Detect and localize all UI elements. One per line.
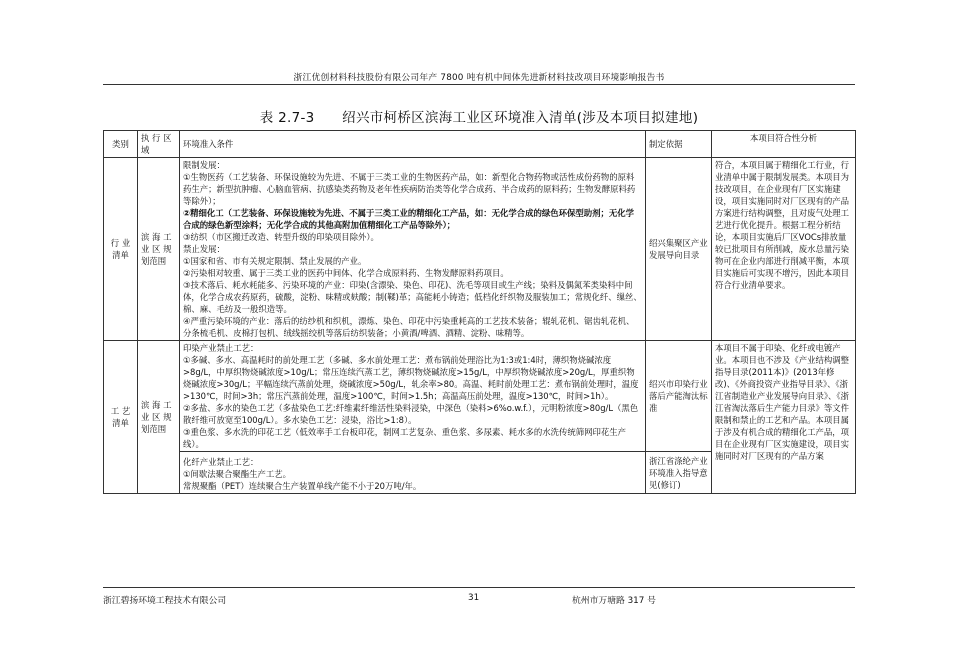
condition-line: ③纺织（市区搬迁改造、转型升级的印染项目除外）。	[183, 232, 379, 242]
condition-line: 禁止发展：	[183, 244, 225, 254]
condition-line: ①间歇法聚合聚酯生产工艺。	[183, 469, 292, 479]
footer-address: 杭州市万塘路 317 号	[572, 596, 656, 606]
header-category: 类别	[104, 131, 138, 158]
row2-basis: 绍兴市印染行业落后产能淘汰标准	[646, 341, 712, 452]
header-analysis: 本项目符合性分析	[712, 131, 856, 158]
header-area: 执 行 区 域	[138, 131, 180, 158]
row3-basis: 浙江省涤纶产业环境准入指导意见(修订)	[646, 452, 712, 494]
condition-line: ③重色浆、多水洗的印花工艺（低效率手工台板印花，制网工艺复杂、重色浆、多尿素、耗水多的水洗传统筛网印花生产线）。	[183, 427, 627, 449]
row1-basis: 绍兴集聚区产业发展导向目录	[646, 158, 712, 341]
condition-line: ②多盐、多水的染色工艺（多盐染色工艺:纤维素纤维活性染料浸染，中深色（染料>6%o.w.f.），元明粉浓度>80g/L（黑色散纤维可放宽至100g/L）。多水染色工艺：浸染，浴比>1:8）。	[183, 403, 639, 425]
row1-conditions	[180, 158, 646, 341]
condition-line: ③技术落后、耗水耗能多、污染环境的产业：印染(含漂染、染色、印花)、洗毛等项目或生产线；染料及偶氮苯类染料中间体，化学合成农药原药，硫酸，淀粉、味精或麸酸；制(鞣)革；高能耗小铸造；低档化纤织物及服装加工；常规化纤、缫丝、棉、麻、毛纺及一般织造等。	[183, 280, 642, 314]
row2-conditions	[180, 341, 646, 452]
footer-company: 浙江碧扬环境工程技术有限公司	[103, 596, 227, 606]
header-conditions: 环境准入条件	[180, 131, 646, 158]
row2-area: 滨 海 工 业 区 规 划范围	[138, 341, 180, 494]
table-title: 表 2.7-3 绍兴市柯桥区滨海工业区环境准入清单(涉及本项目拟建地)	[259, 110, 699, 126]
header-basis: 制定依据	[646, 131, 712, 158]
environment-access-table	[103, 130, 856, 494]
footer-page-number: 31	[468, 593, 480, 603]
row1-area: 滨 海 工 业 区 规 划范围	[138, 158, 180, 341]
row2-analysis: 本项目不属于印染、化纤或电镀产业。本项目也不涉及《产业结构调整指导目录(2011本)》(2013年修改)、《外商投资产业指导目录》、《浙江省制造业产业发展导向目录》、《浙江省淘汰落后生产能力目录》等文件限制和禁止的工艺和产品。本项目属于涉及有机合成的精细化工产品，项目在企业现有厂区实施建设，项目实施同时对厂区现有的产品方案	[712, 341, 856, 494]
condition-line: ②污染相对较重、属于三类工业的医药中间体、化学合成原料药、生物发酵原料药项目。	[183, 268, 509, 278]
condition-line: ①多碱、多水、高温耗时的前处理工艺（多碱、多水前处理工艺：煮布锅前处理浴比为1:3或1:4时，薄织物烧碱浓度>8g/L，中厚织物烧碱浓度>10g/L；常压连续汽蒸工艺，薄织物烧碱浓度>15g/L，中厚织物烧碱浓度>20g/L，厚重织物烧碱浓度>30g/L；平幅连续汽蒸前处理，烧碱浓度>50g/L，轧余率>80。高温、耗时前处理工艺：煮布锅前处理时，温度>130℃，时间>3h；常压汽蒸前处理，温度>100℃，时间>1.5h；高温高压前处理，温度>130℃，时间>1h）。	[183, 355, 639, 401]
condition-line: 限制发展：	[183, 160, 225, 170]
condition-line: 常规聚酯（PET）连续聚合生产装置单线产能不小于20万吨/年。	[183, 481, 422, 491]
row1-analysis: 符合，本项目属于精细化工行业，行业清单中属于限制发展类。本项目为技改项目，在企业现有厂区实施建设，项目实施同时对厂区现有的产品方案进行结构调整，且对废气处理工艺进行优化提升。根据工程分析结论，本项目实施后厂区VOCs排放量较已批项目有所削减，废水总量污染物可在企业内部进行削减平衡，本项目实施后可实现不增污，因此本项目符合行业清单要求。	[712, 158, 856, 341]
condition-line: 印染产业禁止工艺：	[183, 343, 259, 353]
condition-line: ④严重污染环境的产业：落后的纺纱机和织机，漂炼、染色、印花中污染重耗高的工艺技术装备；辊轧花机、锯齿轧花机、分条梳毛机、皮棉打包机、绒线摇绞机等落后纺织装备；小黄酒/啤酒、酒精、淀粉、味精等。	[183, 316, 635, 338]
condition-line: ①生物医药（工艺装备、环保设施较为先进、不属于三类工业的生物医药产品，如：新型化合物药物或活性成份药物的原料药生产；新型抗肿瘤、心脑血管病、抗感染类药物及老年性疾病防治类等化学合成药、半合成药的原料药；生物发酵原料药等除外）；	[183, 172, 636, 206]
table-header-row	[104, 131, 856, 158]
row1-category: 行 业 清单	[104, 158, 138, 341]
row3-conditions	[180, 452, 646, 494]
header-rule	[103, 84, 855, 85]
condition-line: ②精细化工（工艺装备、环保设施较为先进、不属于三类工业的精细化工产品，如：无化学合成的绿色环保型助剂；无化学合成的绿色新型涂料；无化学合成的其他高附加值精细化工产品等除外）；	[183, 208, 634, 230]
document-header: 浙江优创材料科技股份有限公司年产 7800 吨有机中间体先进新材料技改项目环境影响报告书	[293, 73, 665, 83]
table-row	[104, 341, 856, 452]
table-row	[104, 158, 856, 341]
row2-category: 工 艺 清单	[104, 341, 138, 494]
condition-line: ①国家和省、市有关规定限制、禁止发展的产业。	[183, 256, 367, 266]
footer-rule	[103, 587, 855, 588]
condition-line: 化纤产业禁止工艺：	[183, 457, 259, 467]
